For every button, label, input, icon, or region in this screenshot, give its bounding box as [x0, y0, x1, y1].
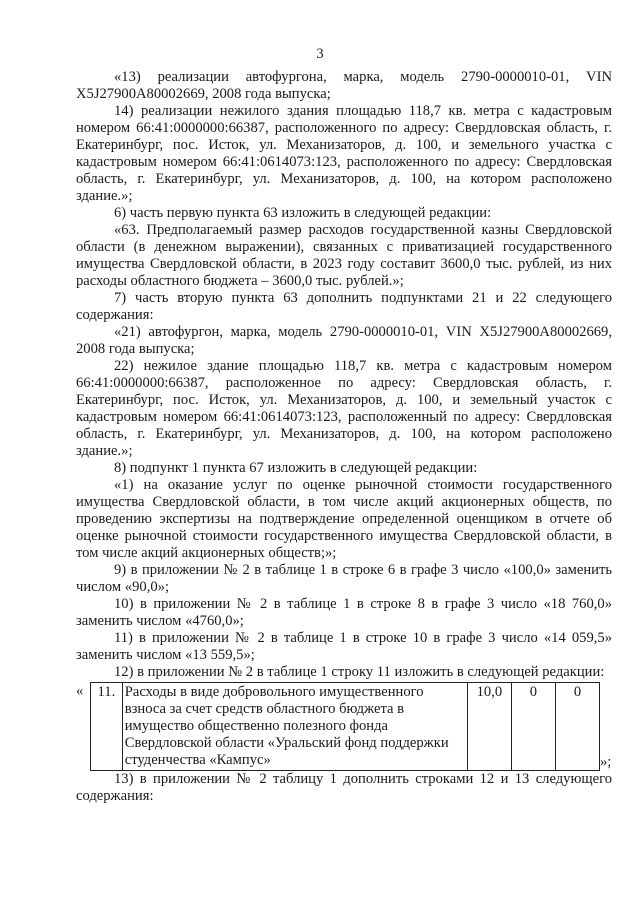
paragraph-1-appraisal: «1) на оказание услуг по оценке рыночной стоимости государственного имущества Свердловской области, в том числе акций акционерных обществ, по проведению экспертизы на подтверждение определенной оценщиком в отчете об оценке рыночной стоимости государственного имущества Свердловской области, в том числе акций акционерных обществ;»;: [76, 477, 612, 561]
paragraph-7-item-63-part2: 7) часть вторую пункта 63 дополнить подпунктами 21 и 22 следующего содержания:: [76, 290, 612, 323]
paragraph-10-row-8: 10) в приложении № 2 в таблице 1 в строке 8 в графе 3 число «18 760,0» заменить числом «4760,0»;: [76, 596, 612, 629]
table-cell-col5: 0: [555, 683, 599, 771]
table-insert: [76, 682, 612, 771]
paragraph-22-building: 22) нежилое здание площадью 118,7 кв. метра с кадастровым номером 66:41:0000000:66387, расположенное по адресу: Свердловская область, г. Екатеринбург, пос. Исток, ул. Механизаторов, д. 100, и земельный участок с кадастровым номером 66:41:0614073:123, расположенный по адресу: Свердловская область, г. Екатеринбург, ул. Механизаторов, д. 100, на котором расположено здание.»;: [76, 358, 612, 459]
paragraph-9-row-6: 9) в приложении № 2 в таблице 1 в строке 6 в графе 3 число «100,0» заменить числом «90,0»;: [76, 562, 612, 595]
paragraph-21-vehicle: «21) автофургон, марка, модель 2790-0000010-01, VIN X5J27900A80002669, 2008 года выпуска;: [76, 324, 612, 357]
table-open-quote: «: [76, 683, 84, 699]
table-1-row-11: [90, 682, 600, 771]
table-row: [91, 683, 600, 771]
page-number: 3: [316, 46, 324, 62]
paragraph-6-item-63: 6) часть первую пункта 63 изложить в следующей редакции:: [114, 205, 492, 221]
paragraph-12-row-11: 12) в приложении № 2 в таблице 1 строку 11 изложить в следующей редакции:: [114, 664, 605, 680]
table-close-quote: »;: [600, 754, 612, 770]
paragraph-8-item-67: 8) подпункт 1 пункта 67 изложить в следующей редакции:: [114, 460, 478, 476]
paragraph-63-expenses: «63. Предполагаемый размер расходов государственной казны Свердловской области (в денежном выражении), связанных с приватизацией государственного имущества Свердловской области, в 2023 году составит 3600,0 тыс. рублей, из них расходы областного бюджета – 3600,0 тыс. рублей.»;: [76, 222, 612, 289]
paragraph-11-row-10: 11) в приложении № 2 в таблице 1 в строке 10 в графе 3 число «14 059,5» заменить числом «13 559,5»;: [76, 630, 612, 663]
paragraph-13-vehicle-sale: «13) реализации автофургона, марка, модель 2790-0000010-01, VIN X5J27900A80002669, 2008 года выпуска;: [76, 69, 612, 102]
paragraph-14-building-sale: 14) реализации нежилого здания площадью 118,7 кв. метра с кадастровым номером 66:41:0000000:66387, расположенного по адресу: Свердловская область, г. Екатеринбург, пос. Исток, ул. Механизаторов, д. 100, и земельного участка с кадастровым номером 66:41:0614073:123, расположенного по адресу: Свердловская область, г. Екатеринбург, ул. Механизаторов, д. 100, на котором расположено здание.»;: [76, 103, 612, 204]
table-cell-description: Расходы в виде добровольного имущественного взноса за счет средств областного бюджета в имущество общественно полезного фонда Свердловской области «Уральский фонд поддержки студенчества «Кампус»: [122, 683, 467, 771]
table-cell-number: 11.: [91, 683, 123, 771]
table-cell-col4: 0: [511, 683, 555, 771]
document-body: [76, 69, 612, 805]
table-cell-col3: 10,0: [467, 683, 511, 771]
paragraph-13-new-rows: 13) в приложении № 2 таблицу 1 дополнить строками 12 и 13 следующего содержания:: [76, 771, 612, 804]
